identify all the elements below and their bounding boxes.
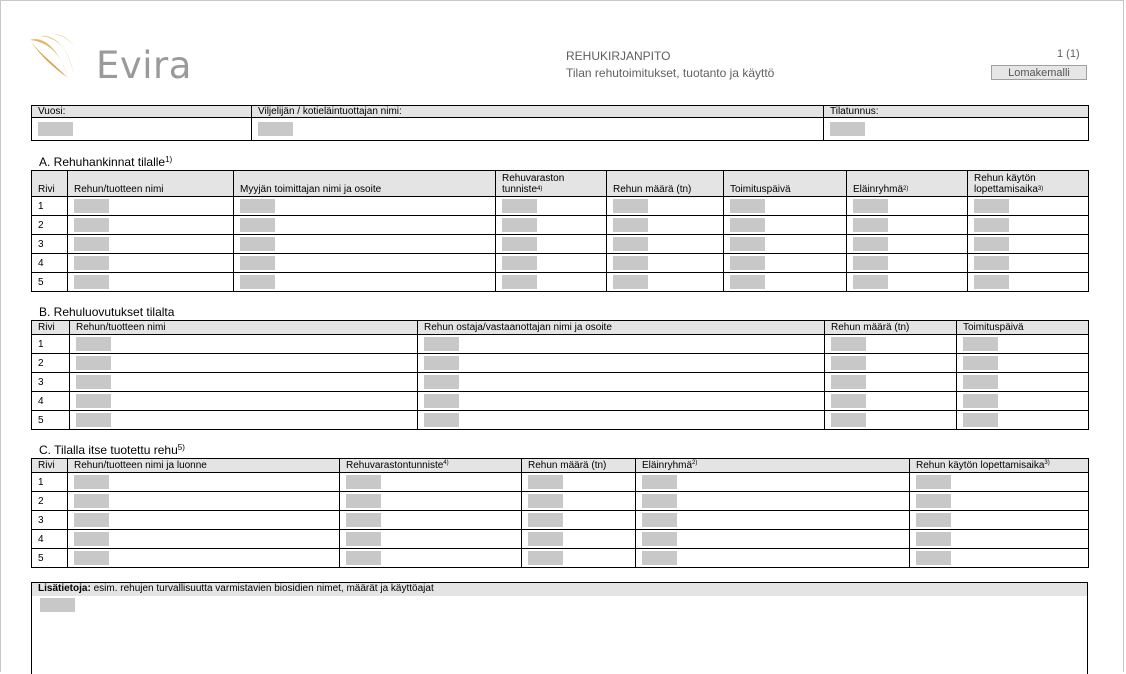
table-cell xyxy=(522,549,636,568)
a-form-field[interactable] xyxy=(730,237,765,251)
table-cell xyxy=(910,492,1089,511)
c-col-group-sup: 2) xyxy=(692,460,698,466)
c-form-field[interactable] xyxy=(74,513,109,527)
b-col-product: Rehun/tuotteen nimi xyxy=(70,321,418,335)
table-cell xyxy=(68,492,340,511)
table-cell xyxy=(847,197,968,216)
b-form-field[interactable] xyxy=(424,337,459,351)
a-form-field[interactable] xyxy=(974,199,1009,213)
a-form-field[interactable] xyxy=(853,275,888,289)
year-label: Vuosi: xyxy=(32,106,252,118)
c-form-field[interactable] xyxy=(642,532,677,546)
a-form-field[interactable] xyxy=(502,275,537,289)
table-cell xyxy=(847,216,968,235)
table-cell xyxy=(70,373,418,392)
table-cell xyxy=(636,511,910,530)
table-cell xyxy=(522,530,636,549)
table-cell xyxy=(968,235,1089,254)
table-cell xyxy=(340,530,522,549)
b-form-field[interactable] xyxy=(963,375,998,389)
table-cell xyxy=(825,335,957,354)
table-cell xyxy=(234,197,496,216)
c-form-field[interactable] xyxy=(642,513,677,527)
table-cell xyxy=(68,511,340,530)
c-form-field[interactable] xyxy=(74,475,109,489)
b-form-field[interactable] xyxy=(963,413,998,427)
b-col-buyer: Rehun ostaja/vastaanottajan nimi ja osoite xyxy=(418,321,825,335)
table-cell xyxy=(607,216,724,235)
evira-logo-mark-icon xyxy=(28,32,98,84)
section-b-title: B. Rehuluovutukset tilalta xyxy=(39,305,175,319)
c-row-number: 4 xyxy=(32,530,68,549)
table-row xyxy=(32,273,1089,292)
table-cell xyxy=(724,216,847,235)
section-a-title xyxy=(39,155,172,169)
table-cell xyxy=(340,473,522,492)
a-form-field[interactable] xyxy=(502,218,537,232)
table-cell xyxy=(847,273,968,292)
section-a-title-text: A. Rehuhankinnat tilalle xyxy=(39,155,166,169)
farm-id-input[interactable] xyxy=(830,122,865,136)
evira-logo xyxy=(28,32,198,87)
c-form-field[interactable] xyxy=(528,475,563,489)
a-form-field[interactable] xyxy=(974,275,1009,289)
notes-input[interactable] xyxy=(40,598,75,612)
c-form-field[interactable] xyxy=(74,551,109,565)
table-cell xyxy=(340,511,522,530)
section-a-table xyxy=(31,170,1089,292)
c-col-product: Rehun/tuotteen nimi ja luonne xyxy=(68,459,340,473)
section-c-table xyxy=(31,458,1089,568)
table-cell xyxy=(910,473,1089,492)
table-cell xyxy=(68,273,234,292)
a-form-field[interactable] xyxy=(853,199,888,213)
a-form-field[interactable] xyxy=(613,199,648,213)
table-cell xyxy=(957,373,1089,392)
c-form-field[interactable] xyxy=(642,551,677,565)
table-row xyxy=(32,197,1089,216)
table-cell xyxy=(636,473,910,492)
c-col-group xyxy=(636,459,910,473)
a-col-end xyxy=(968,171,1089,197)
table-cell xyxy=(418,335,825,354)
b-form-field[interactable] xyxy=(831,337,866,351)
table-cell xyxy=(234,235,496,254)
a-col-group-sup: 2) xyxy=(903,186,909,192)
table-cell xyxy=(522,473,636,492)
table-cell xyxy=(825,411,957,430)
table-cell xyxy=(234,216,496,235)
b-form-field[interactable] xyxy=(424,356,459,370)
a-row-number: 5 xyxy=(32,273,68,292)
table-row xyxy=(32,235,1089,254)
table-row xyxy=(32,530,1089,549)
logo-text: Evira xyxy=(96,44,192,87)
a-form-field[interactable] xyxy=(730,256,765,270)
a-form-field[interactable] xyxy=(240,237,275,251)
a-col-amount: Rehun määrä (tn) xyxy=(607,171,724,197)
table-cell xyxy=(496,273,607,292)
a-row-number: 4 xyxy=(32,254,68,273)
table-cell xyxy=(607,197,724,216)
table-cell xyxy=(724,254,847,273)
table-cell xyxy=(340,492,522,511)
c-col-group-text: Eläinryhmä xyxy=(642,460,693,471)
a-col-end-sup: 3) xyxy=(1037,186,1044,192)
table-cell xyxy=(496,254,607,273)
table-cell xyxy=(957,354,1089,373)
b-col-row: Rivi xyxy=(32,321,70,335)
b-row-number: 3 xyxy=(32,373,70,392)
a-form-field[interactable] xyxy=(974,218,1009,232)
b-row-number: 5 xyxy=(32,411,70,430)
b-form-field[interactable] xyxy=(76,356,111,370)
c-col-storage xyxy=(340,459,522,473)
a-form-field[interactable] xyxy=(853,218,888,232)
table-cell xyxy=(910,511,1089,530)
table-cell xyxy=(968,197,1089,216)
table-cell xyxy=(70,354,418,373)
farmer-name-input[interactable] xyxy=(258,122,293,136)
b-form-field[interactable] xyxy=(76,413,111,427)
c-form-field[interactable] xyxy=(346,551,381,565)
c-form-field[interactable] xyxy=(74,494,109,508)
c-row-number: 2 xyxy=(32,492,68,511)
table-cell xyxy=(340,549,522,568)
a-row-number: 2 xyxy=(32,216,68,235)
page-number: 1 (1) xyxy=(1057,48,1080,60)
b-col-amount: Rehun määrä (tn) xyxy=(825,321,957,335)
a-form-field[interactable] xyxy=(502,237,537,251)
table-cell xyxy=(724,235,847,254)
a-form-field[interactable] xyxy=(240,275,275,289)
table-row xyxy=(32,335,1089,354)
a-col-storage-text: Rehuvaraston tunniste xyxy=(502,173,565,195)
table-row xyxy=(32,492,1089,511)
c-form-field[interactable] xyxy=(916,551,951,565)
a-form-field[interactable] xyxy=(74,256,109,270)
b-form-field[interactable] xyxy=(76,337,111,351)
c-form-field[interactable] xyxy=(346,532,381,546)
table-cell xyxy=(418,354,825,373)
table-cell xyxy=(68,235,234,254)
a-form-field[interactable] xyxy=(730,218,765,232)
c-form-field[interactable] xyxy=(916,513,951,527)
b-form-field[interactable] xyxy=(424,394,459,408)
b-col-date: Toimituspäivä xyxy=(957,321,1089,335)
year-input[interactable] xyxy=(38,122,73,136)
table-cell xyxy=(825,354,957,373)
a-form-field[interactable] xyxy=(730,199,765,213)
c-form-field[interactable] xyxy=(916,532,951,546)
table-row xyxy=(32,511,1089,530)
table-row xyxy=(32,392,1089,411)
c-col-amount: Rehun määrä (tn) xyxy=(522,459,636,473)
b-form-field[interactable] xyxy=(831,394,866,408)
c-col-end-sup: 3) xyxy=(1044,460,1050,466)
a-col-product: Rehun/tuotteen nimi xyxy=(68,171,234,197)
a-col-storage-sup: 4) xyxy=(537,186,543,192)
table-cell xyxy=(496,197,607,216)
a-form-field[interactable] xyxy=(502,256,537,270)
a-col-group xyxy=(847,171,968,197)
table-cell xyxy=(968,254,1089,273)
a-form-field[interactable] xyxy=(613,275,648,289)
section-a-title-sup: 1) xyxy=(165,155,173,164)
notes-label xyxy=(32,583,1087,596)
table-cell xyxy=(68,254,234,273)
b-form-field[interactable] xyxy=(76,394,111,408)
section-c-title xyxy=(39,443,185,457)
a-form-field[interactable] xyxy=(853,237,888,251)
b-form-field[interactable] xyxy=(963,394,998,408)
table-row xyxy=(32,354,1089,373)
table-cell xyxy=(825,392,957,411)
table-cell xyxy=(636,492,910,511)
table-cell xyxy=(418,411,825,430)
table-cell xyxy=(418,392,825,411)
a-form-field[interactable] xyxy=(240,256,275,270)
table-cell xyxy=(847,254,968,273)
table-cell xyxy=(70,392,418,411)
table-cell xyxy=(636,530,910,549)
a-col-seller: Myyjän toimittajan nimi ja osoite xyxy=(234,171,496,197)
table-cell xyxy=(496,216,607,235)
table-row xyxy=(32,254,1089,273)
a-form-field[interactable] xyxy=(613,237,648,251)
b-row-number: 1 xyxy=(32,335,70,354)
table-cell xyxy=(70,411,418,430)
table-row xyxy=(32,373,1089,392)
table-row xyxy=(32,216,1089,235)
table-cell xyxy=(68,473,340,492)
notes-label-text: esim. rehujen turvallisuutta varmistavien biosidien nimet, määrät ja käyttöajat xyxy=(90,583,434,594)
table-cell xyxy=(957,335,1089,354)
a-row-number: 1 xyxy=(32,197,68,216)
c-form-field[interactable] xyxy=(528,551,563,565)
a-form-field[interactable] xyxy=(502,199,537,213)
table-cell xyxy=(607,273,724,292)
a-form-field[interactable] xyxy=(74,218,109,232)
table-cell xyxy=(234,273,496,292)
a-col-date: Toimituspäivä xyxy=(724,171,847,197)
b-row-number: 2 xyxy=(32,354,70,373)
c-form-field[interactable] xyxy=(642,494,677,508)
a-form-field[interactable] xyxy=(853,256,888,270)
table-cell xyxy=(968,273,1089,292)
document-title: REHUKIRJANPITO xyxy=(566,49,671,63)
table-cell xyxy=(607,254,724,273)
table-cell xyxy=(522,492,636,511)
c-form-field[interactable] xyxy=(528,532,563,546)
c-col-end xyxy=(910,459,1089,473)
b-form-field[interactable] xyxy=(424,413,459,427)
table-row xyxy=(32,549,1089,568)
table-cell xyxy=(724,197,847,216)
b-row-number: 4 xyxy=(32,392,70,411)
a-form-field[interactable] xyxy=(74,199,109,213)
a-col-storage xyxy=(496,171,607,197)
a-col-group-text: Eläinryhmä xyxy=(853,184,904,195)
a-form-field[interactable] xyxy=(74,237,109,251)
c-form-field[interactable] xyxy=(642,475,677,489)
c-row-number: 1 xyxy=(32,473,68,492)
table-cell xyxy=(70,335,418,354)
notes-label-bold: Lisätietoja: xyxy=(38,583,91,594)
c-form-field[interactable] xyxy=(74,532,109,546)
c-col-storage-text: Rehuvarastontunniste xyxy=(346,460,444,471)
a-form-field[interactable] xyxy=(240,199,275,213)
table-cell xyxy=(847,235,968,254)
form-template-button[interactable]: Lomakemalli xyxy=(991,65,1087,80)
c-form-field[interactable] xyxy=(528,513,563,527)
table-cell xyxy=(968,216,1089,235)
b-form-field[interactable] xyxy=(831,413,866,427)
a-form-field[interactable] xyxy=(74,275,109,289)
a-form-field[interactable] xyxy=(974,256,1009,270)
notes-box xyxy=(31,582,1088,674)
table-cell xyxy=(957,392,1089,411)
table-cell xyxy=(957,411,1089,430)
table-cell xyxy=(607,235,724,254)
table-cell xyxy=(910,530,1089,549)
section-c-title-sup: 5) xyxy=(177,443,185,452)
info-table xyxy=(31,105,1089,141)
c-col-storage-sup: 4) xyxy=(443,460,449,466)
b-form-field[interactable] xyxy=(963,337,998,351)
table-cell xyxy=(636,549,910,568)
table-cell xyxy=(825,373,957,392)
c-form-field[interactable] xyxy=(916,475,951,489)
b-form-field[interactable] xyxy=(424,375,459,389)
table-cell xyxy=(68,197,234,216)
c-form-field[interactable] xyxy=(916,494,951,508)
c-row-number: 3 xyxy=(32,511,68,530)
table-cell xyxy=(910,549,1089,568)
a-form-field[interactable] xyxy=(730,275,765,289)
farmer-name-label: Viljelijän / kotieläintuottajan nimi: xyxy=(252,106,824,118)
b-form-field[interactable] xyxy=(963,356,998,370)
a-form-field[interactable] xyxy=(240,218,275,232)
b-form-field[interactable] xyxy=(76,375,111,389)
a-form-field[interactable] xyxy=(613,218,648,232)
a-row-number: 3 xyxy=(32,235,68,254)
c-form-field[interactable] xyxy=(346,494,381,508)
table-cell xyxy=(724,273,847,292)
b-form-field[interactable] xyxy=(831,356,866,370)
c-col-end-text: Rehun käytön lopettamisaika xyxy=(916,460,1045,471)
section-b-table xyxy=(31,320,1089,430)
table-cell xyxy=(522,511,636,530)
c-col-row: Rivi xyxy=(32,459,68,473)
table-cell xyxy=(68,549,340,568)
c-row-number: 5 xyxy=(32,549,68,568)
a-col-row: Rivi xyxy=(32,171,68,197)
a-form-field[interactable] xyxy=(613,256,648,270)
table-cell xyxy=(68,216,234,235)
table-cell xyxy=(496,235,607,254)
b-form-field[interactable] xyxy=(831,375,866,389)
table-row xyxy=(32,473,1089,492)
c-form-field[interactable] xyxy=(528,494,563,508)
table-cell xyxy=(234,254,496,273)
table-cell xyxy=(418,373,825,392)
section-c-title-text: C. Tilalla itse tuotettu rehu xyxy=(39,443,178,457)
farm-id-label: Tilatunnus: xyxy=(824,106,1089,118)
c-form-field[interactable] xyxy=(346,475,381,489)
document-subtitle: Tilan rehutoimitukset, tuotanto ja käyttö xyxy=(566,66,775,80)
table-cell xyxy=(68,530,340,549)
table-row xyxy=(32,411,1089,430)
a-col-end-text: Rehun käytön lopettamisaika xyxy=(974,173,1038,195)
c-form-field[interactable] xyxy=(346,513,381,527)
a-form-field[interactable] xyxy=(974,237,1009,251)
